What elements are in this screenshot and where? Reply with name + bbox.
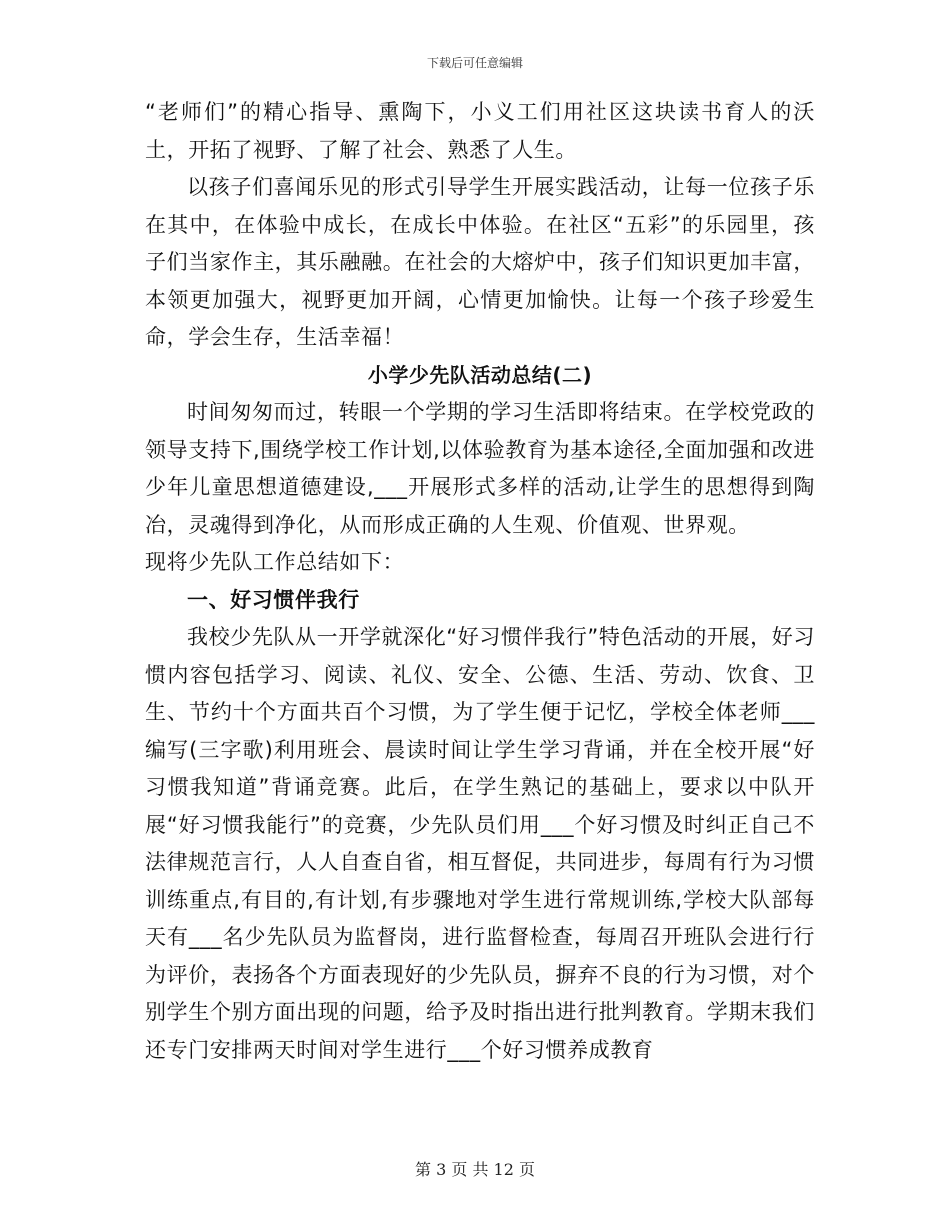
page-number: 第 3 页 共 12 页 [415, 1160, 535, 1179]
paragraph-continued: “老师们”的精心指导、熏陶下，小义工们用社区这块读书育人的沃土，开拓了视野、了解了社会、熟悉了人生。 [145, 100, 815, 162]
section-title: 小学少先队活动总结(二) [367, 362, 593, 387]
paragraph-good-habits: 我校少先队从一开学就深化“好习惯伴我行”特色活动的开展，好习惯内容包括学习、阅读、礼仪、安全、公德、生活、劳动、饮食、卫生、节约十个方面共百个习惯，为了学生便于记忆，学校全体老师___编写(三字歌)利用班会、晨读时间让学生学习背诵，并在全校开展“好习惯我知道”背诵竞赛。此后，在学生熟记的基础上，要求以中队开展“好习惯我能行”的竞赛，少先队员们用___个好习惯及时纠正自己不法律规范言行，人人自查自省，相互督促，共同进步，每周有行为习惯训练重点,有目的,有计划,有步骤地对学生进行常规训练,学校大队部每天有___名少先队员为监督岗，进行监督检查，每周召开班队会进行行为评价，表扬各个方面表现好的少先队员，摒弃不良的行为习惯，对个别学生个别方面出现的问题，给予及时指出进行批判教育。学期末我们还专门安排两天时间对学生进行___个好习惯养成教育 [145, 625, 815, 1062]
paragraph-intro: 时间匆匆而过，转眼一个学期的学习生活即将结束。在学校党政的领导支持下,围绕学校工作计划,以体验教育为基本途径,全面加强和改进少年儿童思想道德建设,___开展形式多样的活动,让学生的思想得到陶冶，灵魂得到净化，从而形成正确的人生观、价值观、世界观。 [145, 400, 815, 537]
subheading-good-habits: 一、好习惯伴我行 [187, 587, 360, 612]
paragraph-practice-activities: 以孩子们喜闻乐见的形式引导学生开展实践活动，让每一位孩子乐在其中，在体验中成长，在成长中体验。在社区“五彩”的乐园里，孩子们当家作主，其乐融融。在社会的大熔炉中，孩子们知识更加丰富，本领更加强大，视野更加开阔，心情更加愉快。让每一个孩子珍爱生命，学会生存，生活幸福！ [145, 175, 815, 349]
page-header-note: 下载后可任意编辑 [426, 56, 523, 70]
document-body [145, 94, 815, 1069]
paragraph-summary-lead: 现将少先队工作总结如下： [145, 550, 405, 574]
